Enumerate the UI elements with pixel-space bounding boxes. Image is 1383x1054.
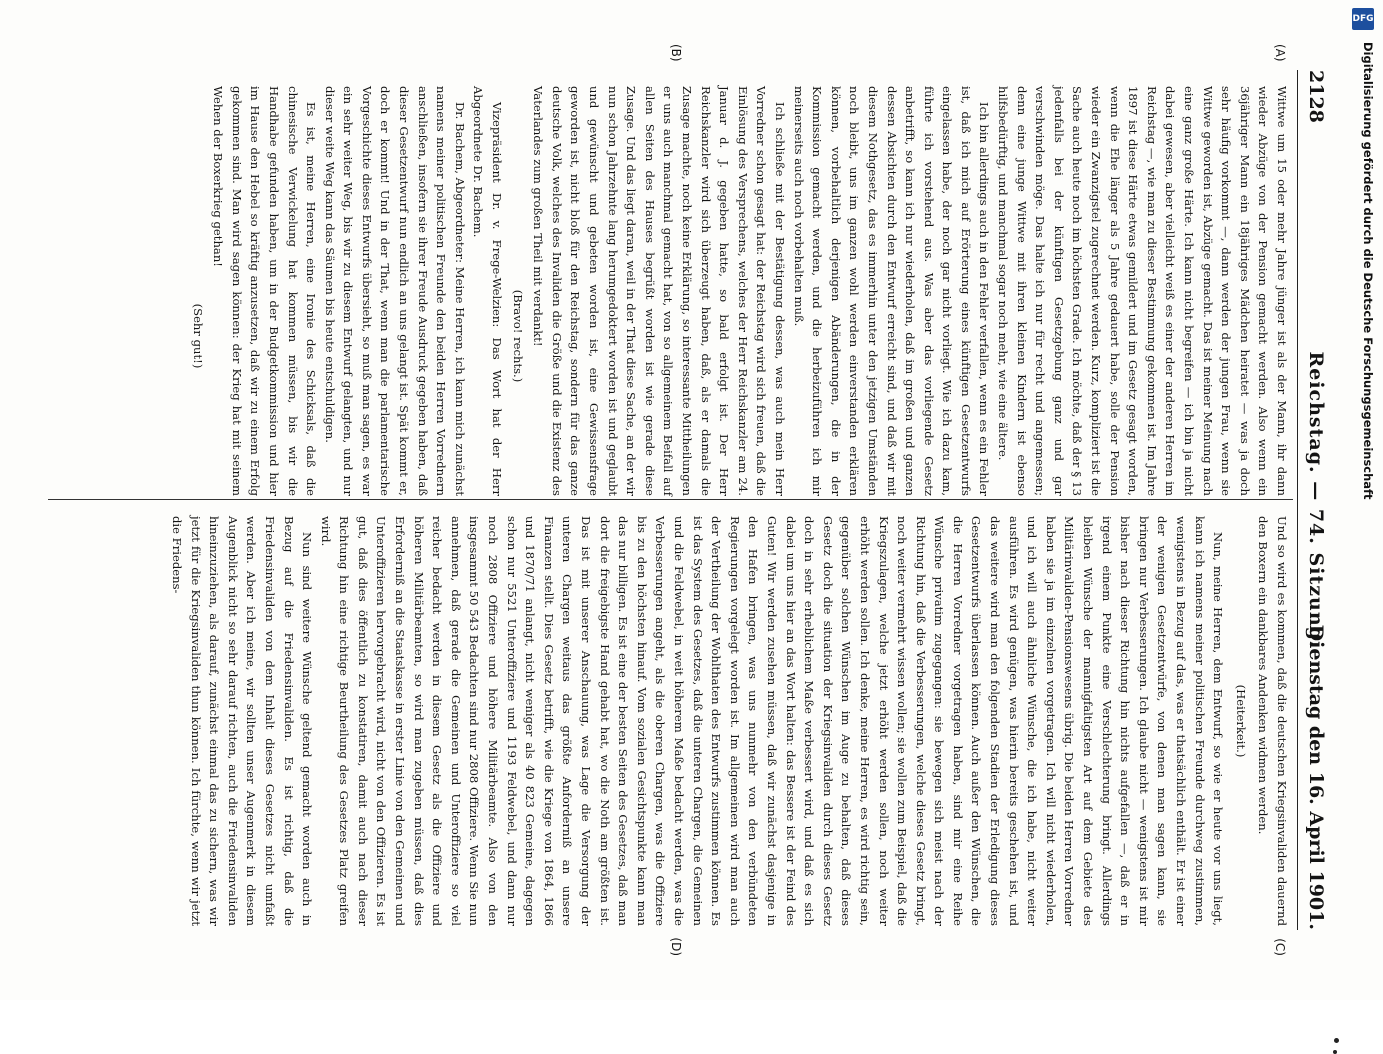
page-number: 2128 <box>1305 70 1327 123</box>
speech-bachem-2: Es ist, meine Herren, eine Ironie des Schicksals, daß die chinesische Verwickelung hat kommen müssen, bis wir die Handhabe gefunden haben, um in der Budgetkommission und hier im Hause den Hebel so kräftig anzusetzen, daß wir zu einem Erfolg gekommen sind. Man wird sagen können: der Krieg hat mit seinem Wehen der Boxerkrieg gethan! <box>211 86 319 496</box>
left-paragraph-2: Ich bin allerdings auch in den Fehler verfallen, wenn es ein Fehler ist, daß ich mich auf Erörterung eines künftigen Gesetzentwurfs eingelassen habe, der noch gar nicht vorliegt. Wie ich dazu kam, führte ich vorstehend aus. Was aber das vorliegende Gesetz anbetrifft, so kann ich nur wiederholen, daß im großen und ganzen dessen Absichten durch den Entwurf erreicht sind, und daß wir mit diesem Nothgesetz, das es immerhin unter den jetzigen Umständen noch bleibt, uns im ganzen wohl werden einverstanden erklären können, vorbehaltlich derjenigen Abänderungen, die in der Kommission gemacht werden, und die herbeizuführen ich mir meinerseits auch noch vorbehalten muß. <box>791 86 992 496</box>
left-column <box>186 86 1291 496</box>
right-column <box>167 516 1291 926</box>
dfg-logo: DFG <box>1352 8 1374 30</box>
speech-bachem: Dr. Bachem, Abgeordneter: Meine Herren, ich kann mich zunächst namens meiner politischen Freunde den beiden Herren Vorrednern anschließen, insofern sie ihrer Freude Ausdruck gegeben haben, daß dieser Gesetzentwurf nun endlich an uns gelangt ist. Spät kommt er, doch er kommt! Und in der That, wenn man die parlamentarische Vorgeschichte dieses Entwurfs übersieht, so muß man sagen, es war ein sehr weiter Weg, bis wir zu diesem Entwurf gelangten, und nur dieser weite Weg kann das Säumen bis heute entschuldigen. <box>322 86 467 496</box>
print-speck <box>1334 1038 1339 1043</box>
applause-bravo: (Bravo! rechts.) <box>510 289 525 383</box>
margin-marker-b: (B) <box>669 44 683 62</box>
session-date: Dienstag den 16. April 1901. <box>1305 624 1327 930</box>
dfg-label-text-svg <box>1350 8 1378 992</box>
right-paragraph-top: Und so wird es kommen, daß die deutschen Kriegsinvaliden dauernd den Boxern ein dankbares Andenken widmen werden. <box>1256 516 1289 926</box>
margin-marker-c: (C) <box>1273 938 1287 956</box>
header-rule <box>1297 70 1298 930</box>
speaker-intro: Vizepräsident Dr. v. Frege-Welzien: Das Wort hat der Herr Abgeordnete Dr. Bachem. <box>471 86 505 496</box>
column-separator <box>48 499 1293 500</box>
laughter-note: (Heiterkeit.) <box>1233 684 1248 758</box>
dfg-side-label <box>1350 8 1378 992</box>
right-paragraph-1: Nun, meine Herren, dem Entwurf, so wie er heute vor uns liegt, kann ich namens meiner politischen Freunde durchweg zustimmen, wenigstens in Bezug auf das, was er thatsächlich enthält. Er ist einer der wenigen Gesetzentwürfe, von denen man sagen kann, sie bringen nur Verbesserungen. Ich glaube nicht — wenigstens ist mir bisher nach dieser Richtung hin nichts aufgefallen —, daß er in irgend einem Punkte eine Verschlechterung bringt. Allerdings bleiben Wünsche der mannigfaltigsten Art auf dem Gebiete des Militärinvaliden-Pensionswesens übrig. Die beiden Herren Vorredner haben sie ja im einzelnen vorgetragen. Ich will nicht wiederholen, und ich will auch ähnliche Wünsche, die ich habe, nicht weiter ausführen. Es wird genügen, was hierin bereits geschehen ist, und das weitere wird man den folgenden Stadien der Erledigung dieses Gesetzentwurfs überlassen können. Auch außer den Wünschen, die die Herren Vorredner vorgetragen haben, sind mir eine Reihe Wünsche privatim zugegangen: sie bewegen sich meist nach der Richtung hin, daß die Verbesserungen, welche dieses Gesetz bringt, noch weiter vermehrt wissen wollen; sie wollen zum Beispiel, daß die Kriegszulagen, welche jetzt erhöht werden sollen, noch weiter erhöht werden sollen. Ich denke, meine Herren, es wird richtig sein, gegenüber solchen Wünschen im Auge zu behalten, daß dieses Gesetz doch die situation der Kriegsinvaliden durch dieses Gesetz doch in sehr erheblichem Maße verbessert wird, und daß es sich dabei um uns hier an das Wort halten: das Bessere ist der Feind des Guten! Wir werden zusehen müssen, daß wir zunächst dasjenige in den Hafen bringen, was uns nunmehr von den verbündeten Regierungen vorgelegt worden ist. Im allgemeinen wird man auch der Vertheilung der Wohlthaten des Entwurfs zustimmen können. Es ist das System des Gesetzes, daß die unteren Chargen, die Gemeinen und die Feldwebel, in weit höherem Maße bedacht werden, was die Verbesserungen angeht, als die oberen Chargen, was die Offiziere bis zu den höchsten hinauf. Vom sozialen Gesichtspunkte kann man das nur billigen. Es ist eine der besten Seiten des Gesetzes, daß man dort die freigebigste Hand gehabt hat, wo die Noth am größten ist. Das ist mit unserer Anschauung, was Lage die Versorgung der unteren Chargen weitaus das größte Anforderniß an unsere Finanzen stellt. Dies Gesetz betrifft, wie die Kriege von 1864, 1866 und 1870/71 anlangt, nicht weniger als 40 823 Gemeine, dagegen schon nur 5521 Unteroffiziere und 1193 Feldwebel, und dann nur noch 2808 Offiziere und höhere Militärbeamte. Also von den insgesammt 50 543 Bedachten sind nur 2808 Offiziere. Wenn Sie nun annehmen, daß gerade die Gemeinen und Unteroffiziere so viel reicher bedacht werden in diesem Gesetz als die Offiziere und höheren Militärbeamten, so wird man zugeben müssen, daß dies Erforderniß an die Staatskasse in erster Linie von den Gemeinen und Unteroffizieren hervorgebracht wird, nicht von den Offizieren. Es ist gut, daß dies öffentlich zu konstatiren, damit auch nach dieser Richtung hin eine richtige Beurtheilung des Gesetzes Platz greifen wird. <box>318 516 1226 926</box>
margin-marker-d: (D) <box>669 937 683 956</box>
session-title: Reichstag. — 74. Sitzung. <box>1305 351 1327 649</box>
margin-marker-a: (A) <box>1273 44 1287 62</box>
right-paragraph-2: Nun sind weitere Wünsche geltend gemacht worden auch in Bezug auf die Friedensinvaliden. Es ist richtig, daß die Friedensinvaliden von dem Inhalt dieses Gesetzes nicht umfaßt werden. Aber ich meine, wir sollten unser Augenmerk in diesem Augenblick nicht so sehr darauf richten, auch die Friedensinvaliden hineinzuziehen, als darauf, zunächst einmal das zu sichern, was wir jetzt für die Kriegsinvaliden thun können. Ich fürchte, wenn wir jetzt die Friedens- <box>169 516 315 926</box>
print-speck <box>1333 1050 1337 1054</box>
left-paragraph-1: Wittwe um 15 oder mehr Jahre jünger ist als der Mann, ihr dann wieder Abzüge von der Pension gemacht werden. Also wenn ein 36jähriger Mann ein 18jähriges Mädchen heiratet — was ja doch sehr häufig vorkommt —, dann werden der jungen Frau, wenn sie Wittwe geworden ist, Abzüge gemacht. Das ist meiner Meinung nach eine ganz große Härte. Ich kann nicht begreifen — ich bin ja nicht dabei gewesen, aber vielleicht weiß es einer der anderen Herren im Reichstag —, wie man zu dieser Bestimmung gekommen ist. Im Jahre 1897 ist diese Härte etwas gemildert und im Gesetz gesagt worden, wenn die Ehe länger als 5 Jahre gedauert habe, solle der Pension wieder ein Zwanzigstel zugerechnet werden. Kurz, kompliziert ist die Sache auch heute noch im höchsten Grade. Ich möchte, daß der § 13 jedenfalls bei der künftigen Gesetzgebung ganz und gar verschwinden möge. Das halte ich nur für recht und angemessen; denn eine junge Wittwe mit ihren kleinen Kindern ist ebenso hilfsbedürftig, und manchmal sogar noch mehr, wie eine ältere. <box>996 86 1289 496</box>
dfg-label-text: Digitalisierung gefördert durch die Deutsche Forschungsgemeinschaft <box>1361 42 1375 500</box>
left-paragraph-3: Ich schließe mit der Bestätigung dessen, was auch mein Herr Vorredner schon gesagt hat: der Reichstag wird sich freuen, daß die Einlösung des Versprechens, welches der Herr Reichskanzler am 24. Januar d. J. gegeben hatte, so bald erfolgt ist. Der Herr Reichskanzler wird sich überzeugt haben, daß, als er damals die Zusage machte, noch keine Erklärung, so interessante Mittheilungen er uns auch manchmal gemacht hat, von so allgemeinem Beifall auf allen Seiten des Hauses begrüßt worden ist wie gerade diese Zusage. Und das liegt daran, weil in der That diese Sache, an der wir nun schon Jahrzehnte lang herumgedoktert worden ist und geglaubt und gewünscht und gebeten worden ist, eine Gewissensfrage geworden ist, nicht bloß für den Reichstag, sondern für das ganze deutsche Volk, welches des Invaliden die Größe und die Existenz des Vaterlandes zum großen Theil mit verdankt! <box>531 86 787 496</box>
applause-sehr-gut: (Sehr gut!) <box>190 303 205 369</box>
